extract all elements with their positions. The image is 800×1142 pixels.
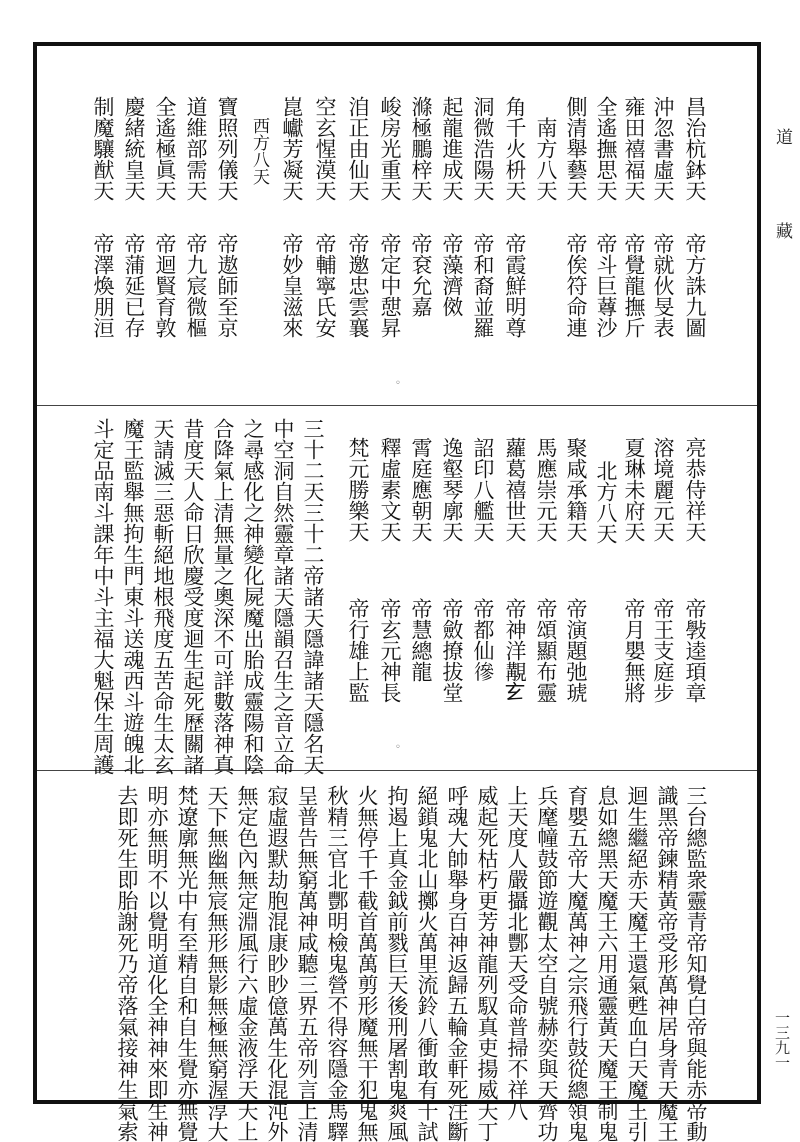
heaven-name-column: 道維部需天 bbox=[184, 96, 208, 201]
emperor-name-column: 帝就伙旻表 bbox=[651, 233, 675, 338]
prose-column: 無定色內無定淵風行六虛金液浮天天上 bbox=[235, 785, 259, 1142]
emperor-name-column: 帝神洋覯𤣥 bbox=[503, 598, 527, 703]
heaven-name-column: 角千火枡天 bbox=[503, 96, 527, 201]
emperor-name-column: 帝霞鮮明尊 bbox=[503, 233, 527, 338]
page-mark: ◦ bbox=[395, 378, 401, 389]
heaven-name-column: 全遙撫思天 bbox=[594, 96, 618, 201]
margin-collection-char: 藏 bbox=[772, 222, 792, 239]
prose-column: 明亦無明不以覺明道化全神神來即生神 bbox=[145, 785, 169, 1142]
page-mark: ◦ bbox=[395, 742, 401, 753]
heaven-name-column: 梵元勝樂天 bbox=[346, 437, 370, 542]
emperor-name-column: 帝斅逵頊章 bbox=[683, 598, 707, 703]
prose-column: 合降氣上清無量之奧深不可詳數落神真 bbox=[211, 418, 235, 775]
prose-column: 寂虛遐默劫胞混康眇眇億萬生化混沌外 bbox=[265, 785, 289, 1142]
emperor-name-column: 帝俟符命連 bbox=[564, 233, 588, 338]
emperor-name-column: 帝遨師至京 bbox=[215, 233, 239, 338]
heaven-name-column: 全遙極眞天 bbox=[153, 96, 177, 201]
prose-column: 迴生繼絕赤天魔王還氣甦血白天魔王引 bbox=[625, 785, 649, 1142]
emperor-name-column: 帝和裔並羅 bbox=[471, 233, 495, 338]
heaven-name-column: 滌極鵬梓天 bbox=[409, 96, 433, 201]
emperor-name-column: 帝覺龍撫斤 bbox=[622, 233, 646, 338]
prose-column: 識黑帝鍊精黃帝受形萬神居身青天魔王 bbox=[655, 785, 679, 1142]
heaven-name-column: 起龍進成天 bbox=[440, 96, 464, 201]
heaven-name-column: 逸壑琴廓天 bbox=[440, 437, 464, 542]
prose-column: 梵遼廓無光中有至精自和自生覺亦無覺 bbox=[175, 785, 199, 1142]
prose-column: 昔度天人命日欣慶受度迴生起死歷關諸 bbox=[181, 418, 205, 775]
heaven-name-column: 制魔驤猷天 bbox=[91, 96, 115, 201]
heaven-name-column: 馬應崇元天 bbox=[534, 437, 558, 542]
emperor-name-column: 帝袞允嘉 bbox=[409, 233, 433, 317]
prose-column: 天下無幽無宸無形無影無極無窮渥淳大 bbox=[205, 785, 229, 1142]
prose-column: 息如總黑天魔王六用通靈黃天魔王制鬼 bbox=[595, 785, 619, 1142]
prose-column: 威起死枯朽更芳神龍列馭真吏揚威天丁 bbox=[475, 785, 499, 1142]
emperor-name-column: 帝斗巨䔿沙 bbox=[594, 233, 618, 338]
margin-folio-number: 一三九一 bbox=[773, 1010, 791, 1070]
emperor-name-column: 帝都仙𢕕 bbox=[471, 598, 495, 682]
heaven-name-column: 慶緒統皇天 bbox=[122, 96, 146, 201]
heaven-name-column: 蘿葛禧世天 bbox=[503, 437, 527, 542]
emperor-name-column: 帝九宸微樞 bbox=[184, 233, 208, 338]
heaven-name-column: 雍田禧福天 bbox=[622, 96, 646, 201]
prose-column: 兵麾幢鼓節遊觀太空自號赫奕與天齊功 bbox=[535, 785, 559, 1142]
prose-column: 中空洞自然靈章諸天隱韻召生之音立命 bbox=[271, 418, 295, 775]
heaven-name-column: 側清舉藝天 bbox=[564, 96, 588, 201]
prose-column: 呼魂大帥舉身百神返歸五輪金軒死注斷 bbox=[445, 785, 469, 1142]
prose-column: 拘遏上真金鉞前戮巨天後刑屠割鬼爽風 bbox=[385, 785, 409, 1142]
emperor-name-column: 帝定中憇昇 bbox=[378, 233, 402, 338]
prose-column: 火無停千千截首萬萬剪形魔無干犯鬼無 bbox=[355, 785, 379, 1142]
heaven-name-column: 詔印八艦天 bbox=[471, 437, 495, 542]
emperor-name-column: 帝玄元神長 bbox=[378, 598, 402, 703]
heaven-name-column: 峻房光重天 bbox=[378, 96, 402, 201]
prose-column: 育嬰五帝大魔萬神之宗飛行鼓從總領鬼 bbox=[565, 785, 589, 1142]
heaven-name-column: 聚咸承籍天 bbox=[564, 437, 588, 542]
prose-column: 呈普告無窮萬神咸聽三界五帝列言上清 bbox=[295, 785, 319, 1142]
emperor-name-column: 帝頌顯布靈 bbox=[534, 598, 558, 703]
prose-column: 三台總監衆靈青帝知覺白帝與能赤帝動 bbox=[684, 785, 708, 1142]
emperor-name-column: 帝演題弛琥 bbox=[564, 598, 588, 703]
heaven-name-column: 亮恭侍祥天 bbox=[683, 437, 707, 542]
heaven-name-column: 昌治杭鉢天 bbox=[683, 96, 707, 201]
emperor-name-column: 帝斂撩拔堂 bbox=[440, 598, 464, 703]
heaven-name-column: 霄庭應朝天 bbox=[409, 437, 433, 542]
emperor-name-column: 帝妙皇滋來 bbox=[280, 233, 304, 338]
heaven-name-column: 崑巘芳凝天 bbox=[280, 96, 304, 201]
emperor-name-column: 帝輔寧氏安 bbox=[313, 233, 337, 338]
emperor-name-column: 帝蒲延已存 bbox=[122, 233, 146, 338]
prose-column: 斗定品南斗課年中斗主福大魁保生周護 bbox=[91, 418, 115, 775]
direction-heading: 北方八天 bbox=[594, 460, 618, 544]
prose-column: 絕鎖鬼北山擲火萬里流鈴八衝敢有干試 bbox=[415, 785, 439, 1142]
prose-column: 之尋感化之神變化屍魔出胎成靈陽和陰 bbox=[241, 418, 265, 775]
emperor-name-column: 帝慧總龍 bbox=[409, 598, 433, 682]
prose-column: 上天度人嚴攝北酆天受命普掃不祥八 bbox=[505, 785, 529, 1121]
emperor-name-column: 帝行雄上監 bbox=[346, 598, 370, 703]
heaven-name-column: 沖忽書虛天 bbox=[651, 96, 675, 201]
heaven-name-column: 夏琳未府天 bbox=[622, 437, 646, 542]
emperor-name-column: 帝王支庭步 bbox=[651, 598, 675, 703]
direction-heading: 西方八天 bbox=[249, 117, 269, 185]
emperor-name-column: 帝邀忠雲襄 bbox=[346, 233, 370, 338]
direction-heading: 南方八天 bbox=[534, 117, 558, 201]
emperor-name-column: 帝方誅九圖 bbox=[683, 233, 707, 338]
heaven-name-column: 洎正由仙天 bbox=[346, 96, 370, 201]
emperor-name-column: 帝藻濟傚 bbox=[440, 233, 464, 317]
heaven-name-column: 空玄惺漠天 bbox=[313, 96, 337, 201]
prose-column: 魔王監舉無拘生門東斗送魂西斗遊魄北 bbox=[121, 418, 145, 775]
emperor-name-column: 帝迴賢育敦 bbox=[153, 233, 177, 338]
prose-column: 天請滅三惡斬絕地根飛度五苦命生太玄 bbox=[151, 418, 175, 775]
prose-column: 秋精三官北酆明檢鬼營不得容隱金馬驛 bbox=[325, 785, 349, 1142]
emperor-name-column: 帝澤煥朋洹 bbox=[91, 233, 115, 338]
prose-column: 三十二天三十二帝諸天隱諱諸天隱名天 bbox=[301, 418, 325, 775]
emperor-name-column: 帝月嬰無將 bbox=[622, 598, 646, 703]
prose-column: 去即死生即胎謝死乃帝落氣接神生氣索 bbox=[115, 785, 139, 1142]
margin-source-char: 道 bbox=[772, 128, 792, 145]
heaven-name-column: 洞微浩陽天 bbox=[471, 96, 495, 201]
heaven-name-column: 寶照列儀天 bbox=[215, 96, 239, 201]
heaven-name-column: 釋虛素文天 bbox=[378, 437, 402, 542]
section-divider-1 bbox=[37, 405, 757, 406]
heaven-name-column: 溶境麗元天 bbox=[651, 437, 675, 542]
